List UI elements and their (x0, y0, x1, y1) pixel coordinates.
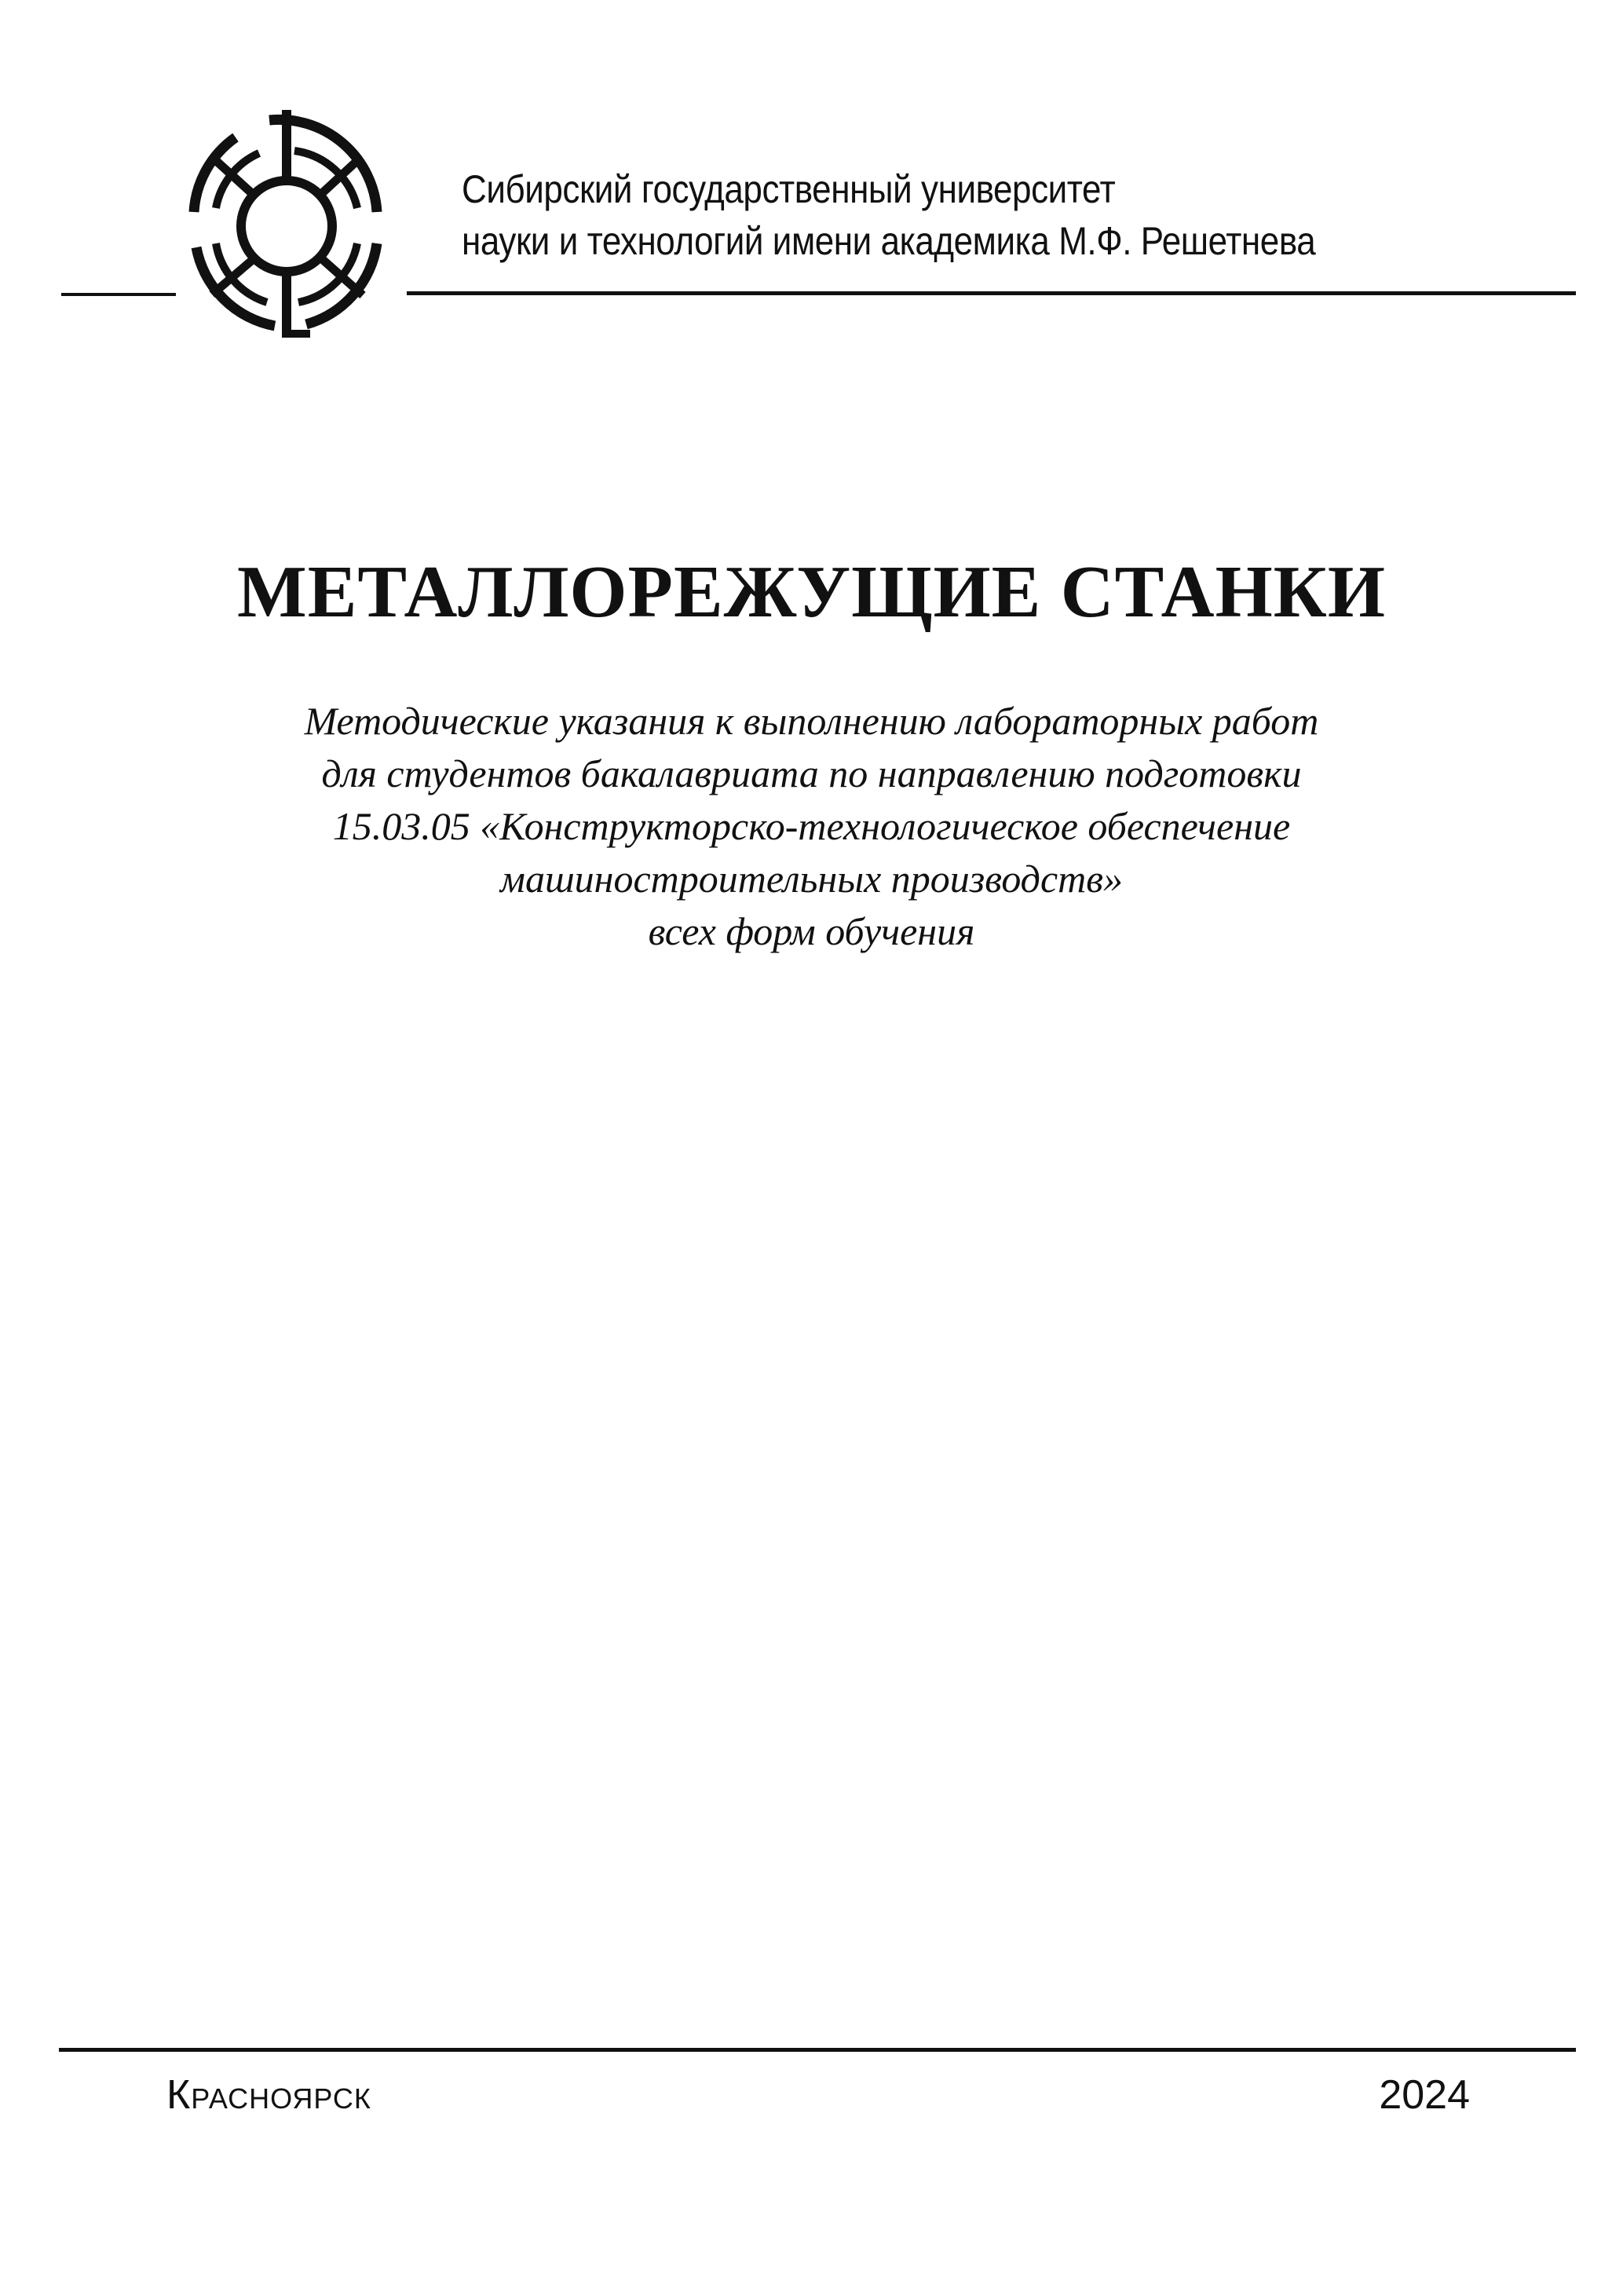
subtitle-line: 15.03.05 «Конструкторско-технологическое обеспечение (332, 804, 1291, 848)
subtitle-line: всех форм обучения (648, 909, 975, 953)
university-name-line-1: Сибирский государственный университет (462, 167, 1116, 211)
document-title: МЕТАЛЛОРЕЖУЩИЕ СТАНКИ (237, 551, 1386, 633)
publication-year: 2024 (1379, 2072, 1470, 2118)
document-subtitle (0, 695, 1623, 958)
subtitle-line: для студентов бакалавриата по направлению подготовки (321, 751, 1302, 795)
header-divider-left (61, 293, 176, 296)
subtitle-line: Методические указания к выполнению лабораторных работ (304, 699, 1319, 743)
university-emblem-icon (181, 94, 400, 345)
university-name-line-2: науки и технологий имени академика М.Ф. Решетнева (462, 219, 1316, 263)
header-divider-right (407, 291, 1576, 295)
university-name (462, 163, 1315, 267)
publication-city: Красноярск (166, 2072, 371, 2118)
footer-divider (59, 2048, 1576, 2052)
subtitle-line: машиностроительных производств» (500, 857, 1123, 901)
